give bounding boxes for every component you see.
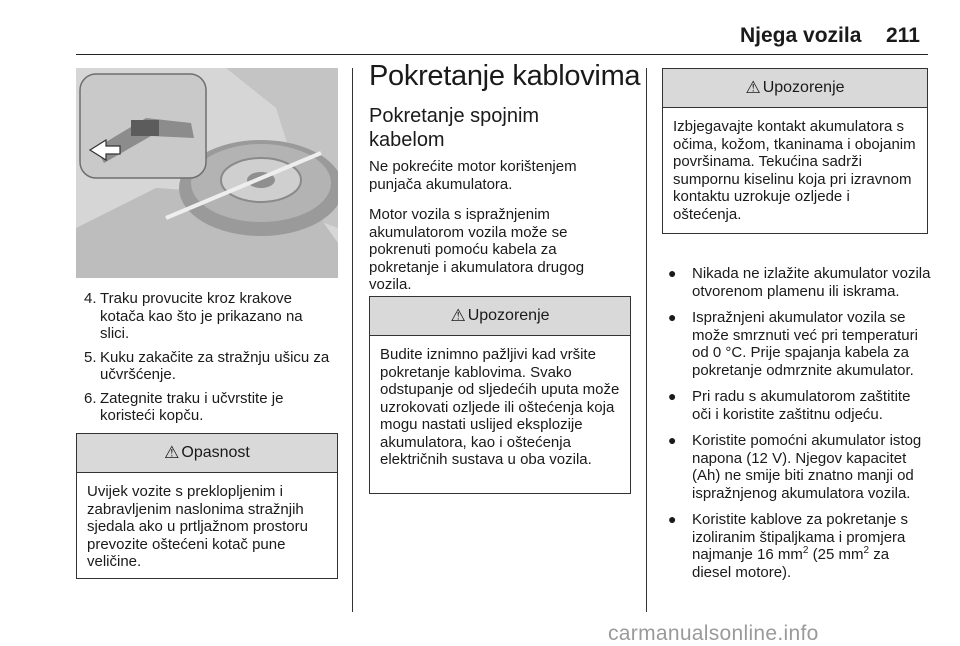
bullet-text-part: Koristite kablove za pokretanje s izoliranim štipaljkama i promjera najmanje 16 mm — [692, 511, 908, 563]
danger-box-text: Uvijek vozite s preklopljenim i zabravljenim naslonima stražnjih sjedala ako u prtljažnom prostoru prevozite oštećeni kotač pune veličine. — [87, 483, 308, 570]
bullet-text: Pri radu s akumulatorom zaštitite oči i koristite zaštitnu odjeću. — [692, 388, 911, 423]
warning-box-header — [370, 297, 630, 336]
list-item — [662, 309, 932, 379]
steps-list — [84, 290, 334, 431]
step-text: Kuku zakačite za stražnju ušicu za učvršćenje. — [100, 348, 330, 383]
column-divider-left — [352, 68, 353, 612]
superscript: 2 — [802, 545, 809, 556]
list-item — [662, 265, 932, 300]
column-divider-right — [646, 68, 647, 612]
warning-box-header — [663, 69, 927, 108]
list-item — [662, 511, 932, 581]
bullet-text-part: (25 mm — [808, 546, 864, 563]
warning-triangle-icon: ⚠ — [450, 306, 466, 325]
bullet-icon: ● — [668, 511, 677, 527]
list-item — [84, 390, 334, 425]
warning-box-text: Izbjegavajte kontakt akumulatora s očima, kožom, tkaninama i obojanim površinama. Tekućina sadrži sumpornu kiselinu koja pri izravnom kontaktu uzrokuje ozljede i oštećenja. — [673, 118, 916, 223]
spare-wheel-illustration — [76, 68, 338, 278]
warning-triangle-icon: ⚠ — [164, 443, 180, 462]
paragraph-no-charger: Ne pokrećite motor korištenjem punjača akumulatora. — [369, 158, 577, 193]
list-item — [84, 290, 334, 343]
superscript: 2 — [863, 545, 870, 556]
step-text: Traku provucite kroz krakove kotača kao što je prikazano na slici. — [100, 290, 303, 342]
bullet-text-part: za diesel motore). — [692, 546, 890, 581]
warning-box-acid — [662, 68, 928, 234]
paragraph-jump-start: Motor vozila s ispražnjenim akumulatorom vozila može se pokrenuti pomoću kabela za pokretanje i akumulatora drugog vozila. — [369, 206, 585, 293]
warning-box-title: Upozorenje — [762, 79, 845, 96]
bullet-text: Koristite pomoćni akumulator istog napona (12 V). Njegov kapacitet (Ah) ne smije biti znatno manji od ispražnjenog akumulatora vozila. — [692, 432, 922, 502]
page-number: 211 — [886, 24, 920, 47]
danger-box-title: Opasnost — [181, 444, 250, 461]
section-subheading: Pokretanje spojnim kabelom — [369, 105, 540, 151]
warning-triangle-icon: ⚠ — [745, 78, 761, 97]
bullet-text: Nikada ne izlažite akumulator vozila otvorenom plamenu ili iskrama. — [692, 265, 931, 300]
trunk-spare-wheel-photo — [76, 68, 338, 278]
step-number: 5. — [84, 348, 97, 366]
section-title: Njega vozila — [740, 24, 862, 47]
step-number: 4. — [84, 290, 97, 307]
danger-box — [76, 433, 338, 579]
step-number: 6. — [84, 389, 97, 407]
bullet-text — [692, 511, 908, 581]
bullet-text: Ispražnjeni akumulator vozila se može smrznuti već pri temperaturi od 0 °C. Prije spajanja kabela za pokretanje odmrznite akumulator. — [692, 309, 918, 379]
danger-box-header — [77, 434, 337, 473]
safety-bullet-list — [662, 265, 932, 590]
list-item — [84, 349, 334, 384]
bullet-icon: ● — [668, 309, 677, 325]
page-header — [740, 24, 920, 48]
section-heading: Pokretanje kablovima — [369, 60, 641, 92]
warning-box-jump-start — [369, 296, 631, 494]
bullet-icon: ● — [668, 432, 677, 448]
list-item — [662, 432, 932, 502]
list-item — [662, 388, 932, 423]
warning-box-text: Budite iznimno pažljivi kad vršite pokretanje kablovima. Svako odstupanje od sljedećih uputa može uzrokovati ozljede ili oštećenja koja mogu nastati uslijed eksplozije akumulatora, kao i oštećenja električnih sustava u oba vozila. — [380, 346, 620, 468]
header-rule — [76, 54, 928, 55]
watermark: carmanualsonline.info — [608, 622, 819, 645]
bullet-icon: ● — [668, 388, 677, 404]
warning-box-title: Upozorenje — [467, 307, 550, 324]
bullet-icon: ● — [668, 265, 677, 281]
step-text: Zategnite traku i učvrstite je koristeći kopču. — [100, 389, 284, 424]
